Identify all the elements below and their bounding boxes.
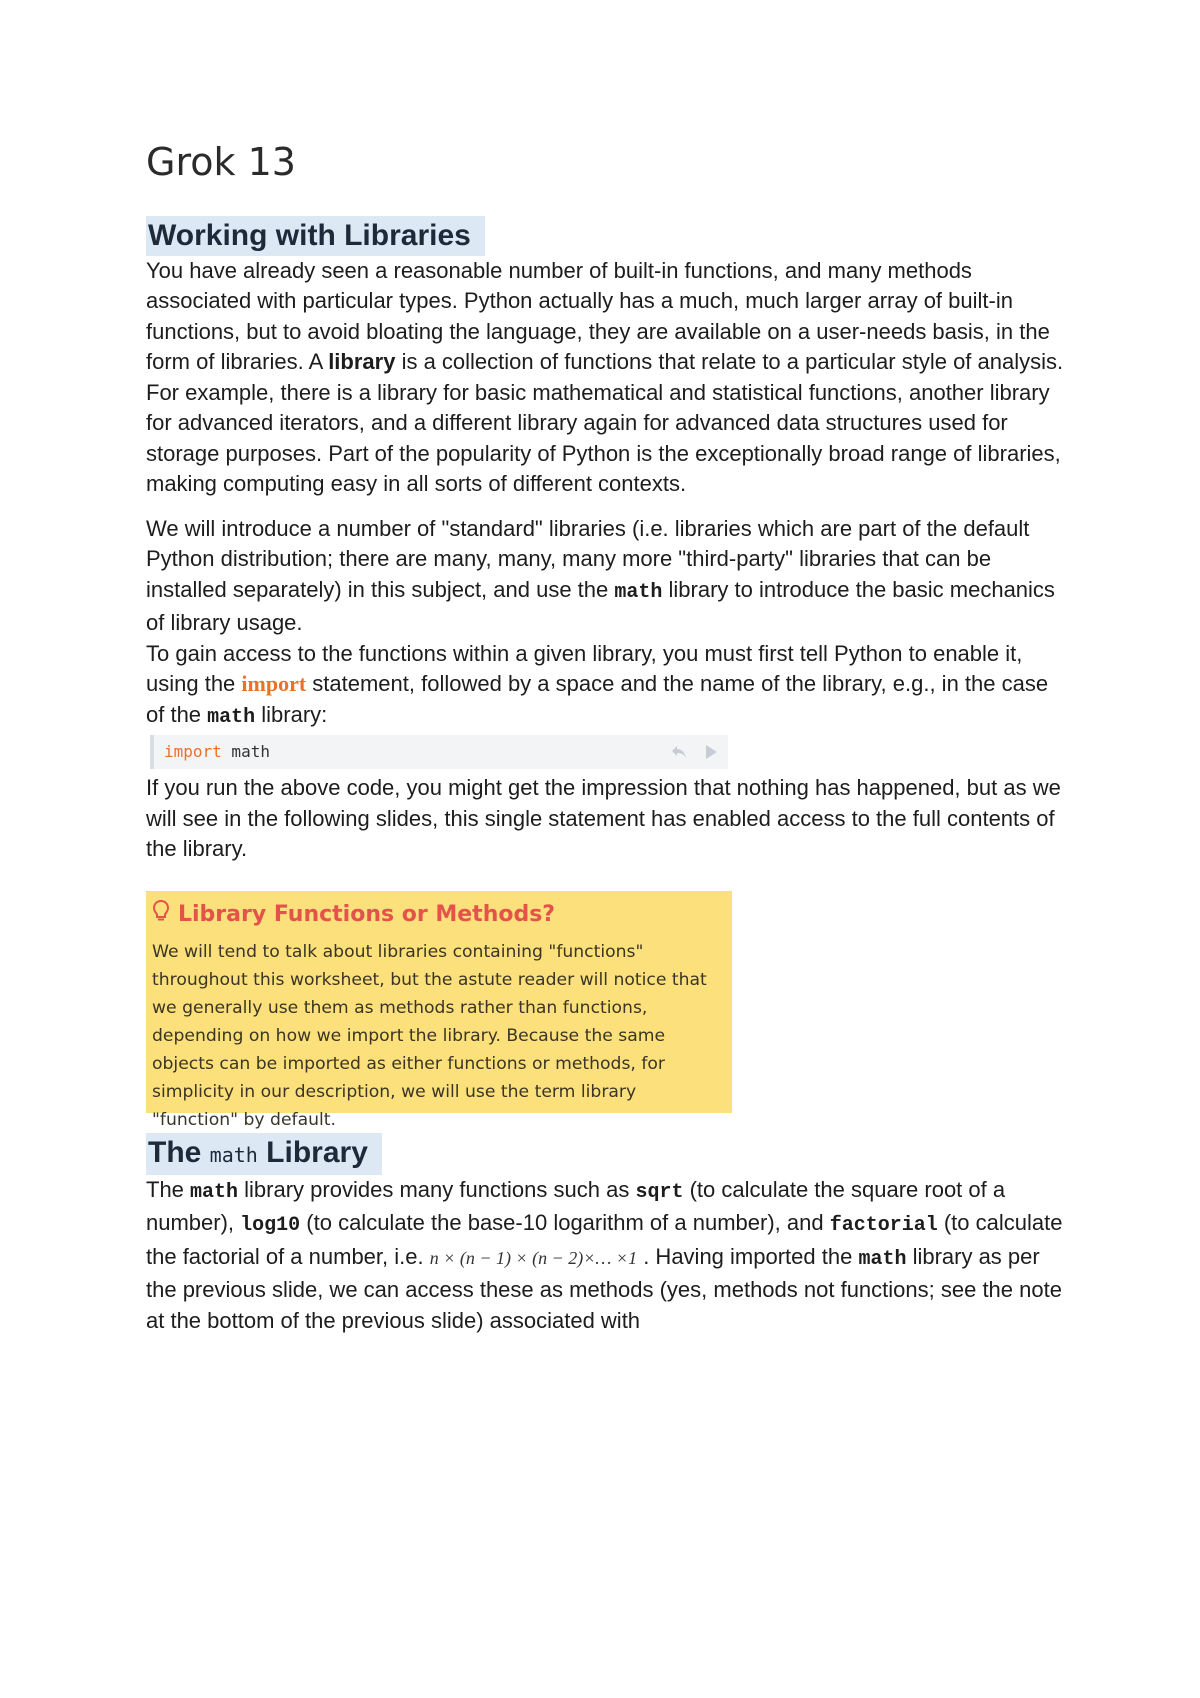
spacer: [146, 500, 1066, 514]
text-span: To gain access to the functions within a given library, you must first tell Python to enable it, using the: [146, 640, 1023, 697]
paragraph-after-code: If you run the above code, you might get the impression that nothing has happened, but as we will see in the following slides, this single statement has enabled access to the full contents of the library.: [146, 775, 1061, 862]
text-span: statement, followed by a space and the name of the library, e.g., in the case of the: [146, 671, 1049, 727]
text-span: We will introduce a number of "standard" libraries (i.e. libraries which are part of the default Python distribution; there are many, many, many more "third-party" libraries that can be installed separately) in this subject, and use the: [146, 515, 1030, 602]
code-block: [150, 735, 728, 769]
text-span: The: [148, 1135, 210, 1169]
library-term: library: [328, 349, 396, 375]
note-callout: [146, 891, 732, 1130]
inline-code-math: math: [190, 1180, 239, 1204]
note-body: We will tend to talk about libraries containing "functions" throughout this worksheet, but the astute reader will notice that we generally use them as methods rather than functions, depending on how we import the library. Because the same objects can be imported as either functions or methods, for simplicity in our description, we will use the term library "function" by default.: [152, 941, 707, 1130]
inline-keyword-import: import: [241, 671, 307, 697]
text-span: Library: [257, 1135, 368, 1169]
inline-code-math: math: [614, 580, 663, 604]
document-title: Grok 13: [146, 140, 296, 184]
code-actions: [670, 735, 720, 769]
inline-code-sqrt: sqrt: [635, 1180, 684, 1204]
lightbulb-icon: [152, 899, 170, 932]
run-icon[interactable]: [702, 743, 720, 761]
code-text: math: [221, 742, 270, 762]
document-content: [146, 140, 1066, 1336]
inline-code-math: math: [858, 1247, 907, 1271]
text-span: You have already seen a reasonable number of built-in functions, and many methods associated with particular types. Python actually has a much, much larger array of built-in functions, but to avoid bloating the language, they are available on a user-needs basis, in the form of libraries. A: [146, 257, 1050, 375]
text-span: is a collection of functions that relate to a particular style of analysis. For example, there is a library for basic mathematical and statistical functions, another library for advanced iterators, and a different library again for advanced data structures used for storage purposes. Part of the popularity of Python is the exceptionally broad range of libraries, making computing easy in all sorts of different contexts.: [146, 349, 1064, 497]
text-span: library as per the previous slide, we can access these as methods (yes, methods not functions; see the note at the bottom of the previous slide) associated with: [146, 1243, 1062, 1333]
text-span: . Having imported the: [637, 1243, 859, 1269]
text-span: library provides many functions such as: [238, 1176, 636, 1202]
inline-code-math: math: [207, 705, 256, 729]
paragraph-intro: [146, 256, 1066, 500]
code-keyword: import: [164, 742, 222, 762]
text-span: (to calculate the square root of a number),: [146, 1176, 1006, 1236]
inline-code-log10: log10: [240, 1214, 301, 1238]
text-span: (to calculate the base-10 logarithm of a number), and: [300, 1210, 830, 1236]
paragraph-import-statement: [146, 639, 1066, 734]
factorial-formula: n × (n − 1) × (n − 2)×… ×1: [429, 1247, 638, 1268]
text-span: (to calculate the factorial of a number, i.e.: [146, 1210, 1063, 1269]
section-heading-working-with-libraries: Working with Libraries: [146, 216, 485, 256]
section-heading-math-library: [146, 1133, 382, 1175]
inline-code-factorial: factorial: [829, 1214, 938, 1238]
text-span: library to introduce the basic mechanics of library usage.: [146, 576, 1055, 636]
text-span: The: [146, 1176, 191, 1202]
paragraph-standard-libraries: [146, 514, 1066, 639]
undo-icon[interactable]: [670, 743, 688, 761]
paragraph-math-library: [146, 1175, 1066, 1337]
note-title-row: [152, 899, 724, 932]
heading-code-math: math: [209, 1142, 258, 1167]
text-span: library:: [255, 701, 328, 727]
note-title: Library Functions or Methods?: [178, 902, 556, 928]
